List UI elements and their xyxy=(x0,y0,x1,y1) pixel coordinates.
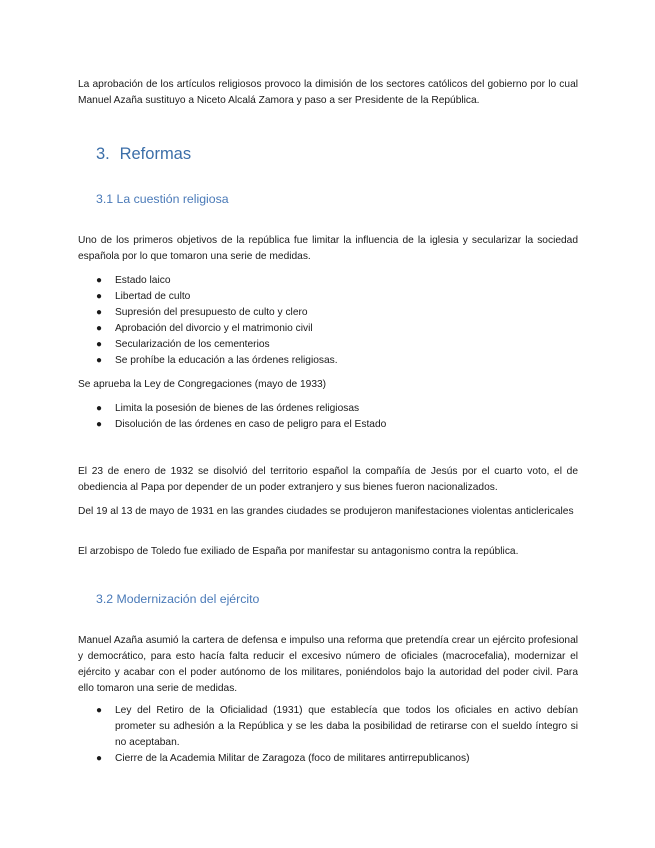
list-item: ● Ley del Retiro de la Oficialidad (1931) que establecía que todos los oficiales en activo debían prometer su adhesión a la República y se les daba la posibilidad de retirarse con el sueldo íntegro si no aceptaban. xyxy=(96,705,578,748)
army-measures-list xyxy=(78,703,578,767)
anticlerical-paragraph: Del 19 al 13 de mayo de 1931 en las grandes ciudades se produjeron manifestaciones violentas anticlericales xyxy=(78,506,574,517)
list-item: ● Se prohíbe la educación a las órdenes religiosas. xyxy=(78,353,578,369)
archbishop-paragraph: El arzobispo de Toledo fue exiliado de España por manifestar su antagonismo contra la república. xyxy=(78,546,519,557)
bullet-icon: ● xyxy=(96,419,103,430)
list-item: ● Aprobación del divorcio y el matrimonio civil xyxy=(78,321,578,337)
section-3-number: 3. xyxy=(96,145,110,163)
bullet-icon: ● xyxy=(96,355,103,366)
jesuits-paragraph: El 23 de enero de 1932 se disolvió del territorio español la compañía de Jesús por el cuarto voto, el de obediencia al Papa por depender de un poder extranjero y sus bienes fueron nacionalizados. xyxy=(78,466,578,493)
section-3-heading xyxy=(96,145,191,164)
section-3-title: Reformas xyxy=(119,145,192,163)
religion-intro-paragraph: Uno de los primeros objetivos de la república fue limitar la influencia de la iglesia y secularizar la sociedad española por lo que tomaron una serie de medidas. xyxy=(78,235,578,262)
bullet-icon: ● xyxy=(96,753,103,764)
list-item: ● Libertad de culto xyxy=(78,289,578,305)
bullet-icon: ● xyxy=(96,323,103,334)
congregations-law-list xyxy=(78,401,578,433)
list-item: ● Cierre de la Academia Militar de Zaragoza (foco de militares antirrepublicanos) xyxy=(78,751,578,767)
bullet-icon: ● xyxy=(96,275,103,286)
list-item: ● Supresión del presupuesto de culto y clero xyxy=(78,305,578,321)
bullet-icon: ● xyxy=(96,291,103,302)
bullet-icon: ● xyxy=(96,705,103,716)
bullet-icon: ● xyxy=(96,307,103,318)
bullet-icon: ● xyxy=(96,339,103,350)
list-item: ● Limita la posesión de bienes de las órdenes religiosas xyxy=(78,401,578,417)
bullet-icon: ● xyxy=(96,403,103,414)
congregations-law-paragraph: Se aprueba la Ley de Congregaciones (mayo de 1933) xyxy=(78,379,327,390)
list-item: ● Secularización de los cementerios xyxy=(78,337,578,353)
list-item: ● Estado laico xyxy=(78,273,578,289)
religion-measures-list xyxy=(78,273,578,369)
intro-paragraph: La aprobación de los artículos religiosos provoco la dimisión de los sectores católicos del gobierno por lo cual Manuel Azaña sustituyo a Niceto Alcalá Zamora y paso a ser Presidente de la República. xyxy=(78,79,578,106)
section-3-1-heading: 3.1 La cuestión religiosa xyxy=(96,192,229,206)
list-item: ● Disolución de las órdenes en caso de peligro para el Estado xyxy=(78,417,578,433)
army-intro-paragraph: Manuel Azaña asumió la cartera de defensa e impulso una reforma que pretendía crear un ejército profesional y democrático, para esto hacía falta reducir el excesivo número de oficiales (macrocefalia), modernizar el ejército y acabar con el poder autónomo de los militares, poniéndolos bajo la autoridad del poder civil. Para ello tomaron una serie de medidas. xyxy=(78,635,578,694)
section-3-2-heading: 3.2 Modernización del ejército xyxy=(96,592,260,606)
